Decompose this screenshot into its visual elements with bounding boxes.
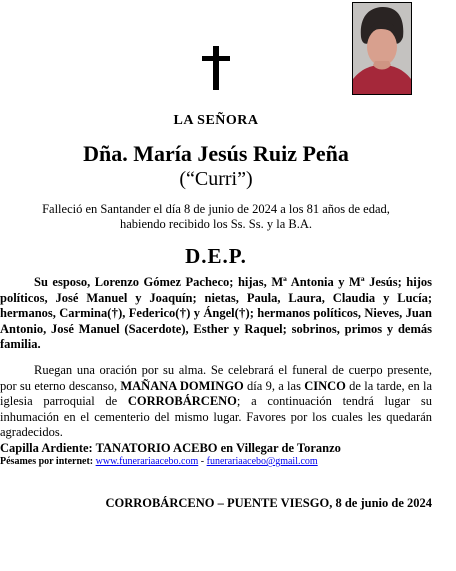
email-link[interactable]: funerariaacebo@gmail.com bbox=[206, 456, 318, 467]
ruegan-text-2: día 9, a las bbox=[243, 378, 305, 393]
dep-heading: D.E.P. bbox=[185, 244, 247, 268]
ruegan-text-1: Ruegan una oración por su alma. Se celebrará el funeral de cuerpo presente, por su eterno descanso, bbox=[0, 363, 432, 393]
capilla-ardiente: Capilla Ardiente: TANATORIO ACEBO en Villegar de Toranzo bbox=[0, 441, 341, 455]
pesames-label: Pésames por internet: bbox=[0, 456, 94, 467]
death-notice bbox=[0, 202, 432, 232]
footer-place-date: CORROBÁRCENO – PUENTE VIESGO, 8 de junio de 2024 bbox=[105, 496, 432, 510]
cross-icon bbox=[196, 44, 236, 92]
funeral-paragraph bbox=[0, 363, 432, 441]
deceased-nickname: (“Curri”) bbox=[179, 168, 253, 190]
ruegan-hour: CINCO bbox=[304, 378, 346, 393]
pesames-line bbox=[0, 456, 318, 467]
family-text: Su esposo, Lorenzo Gómez Pacheco; hijas, Mª Antonia y Mª Jesús; hijos políticos, José Manuel y Joaquín; nietas, Paula, Laura, Claudia y Lucía; hermanos, Carmina(†), Federico(†) y Ángel(†); hermanos políticos, Nieves, Juan Antonio, José Manuel (Sacerdote), Esther y Raquel; sobrinos, primos y demás familia. bbox=[0, 275, 432, 352]
ruegan-day: MAÑANA DOMINGO bbox=[120, 378, 244, 393]
ruegan-place: CORROBÁRCENO bbox=[127, 394, 237, 409]
death-line-1: Falleció en Santander el día 8 de junio de 2024 a los 81 años de edad, bbox=[42, 202, 390, 216]
death-line-2: habiendo recibido los Ss. Ss. y la B.A. bbox=[119, 217, 312, 231]
portrait-photo bbox=[352, 2, 412, 95]
family-paragraph bbox=[0, 275, 432, 353]
ruegan-text-4: ; a continuación tendrá lugar su inhumación en el cementerio del mismo lugar. Favores por los cuales les quedarán agradecidos. bbox=[0, 394, 432, 440]
pesames-separator: - bbox=[198, 456, 207, 467]
heading-la-senora: LA SEÑORA bbox=[173, 113, 259, 128]
website-link[interactable]: www.funerariaacebo.com bbox=[95, 456, 199, 467]
ruegan-text-3: de la tarde, en la iglesia parroquial de bbox=[0, 378, 432, 409]
deceased-name: Dña. María Jesús Ruiz Peña bbox=[83, 141, 349, 166]
